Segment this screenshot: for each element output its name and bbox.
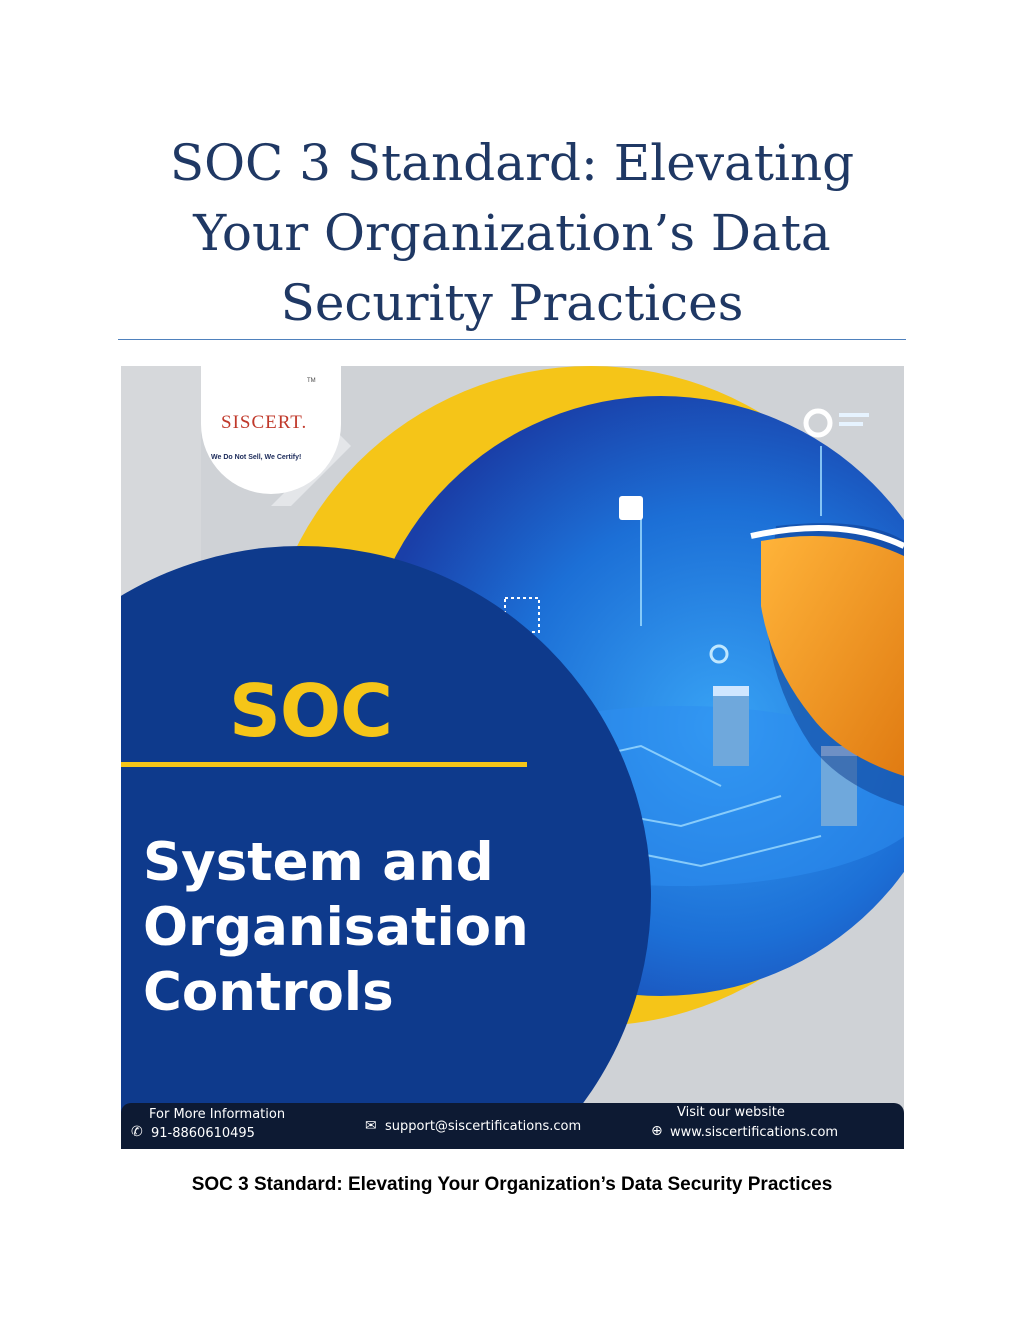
visit-website-label: Visit our website [677,1105,785,1120]
email-address: support@siscertifications.com [385,1119,582,1134]
phone-icon: ✆ [131,1124,143,1140]
contact-footer [121,1103,904,1149]
soc-heading: SOC [229,669,392,753]
website-url: www.siscertifications.com [670,1125,839,1140]
logo-brand: SISCERT. [221,412,308,433]
title-divider [118,339,906,340]
image-caption: SOC 3 Standard: Elevating Your Organization’s Data Security Practices [191,1174,833,1195]
soc-banner-image [121,366,904,1149]
globe-icon: ⊕ [651,1123,663,1139]
logo-tagline: We Do Not Sell, We Certify! [211,454,302,461]
more-info-label: For More Information [149,1107,286,1122]
mail-icon: ✉ [365,1118,377,1134]
soc-underline [121,762,527,767]
logo-trademark: TM [307,378,316,384]
page-title: SOC 3 Standard: Elevating Your Organization’s Data Security Practices [169,134,855,332]
phone-number: 91-8860610495 [151,1126,255,1141]
soc-subheading: System and Organisation Controls [143,832,529,1023]
